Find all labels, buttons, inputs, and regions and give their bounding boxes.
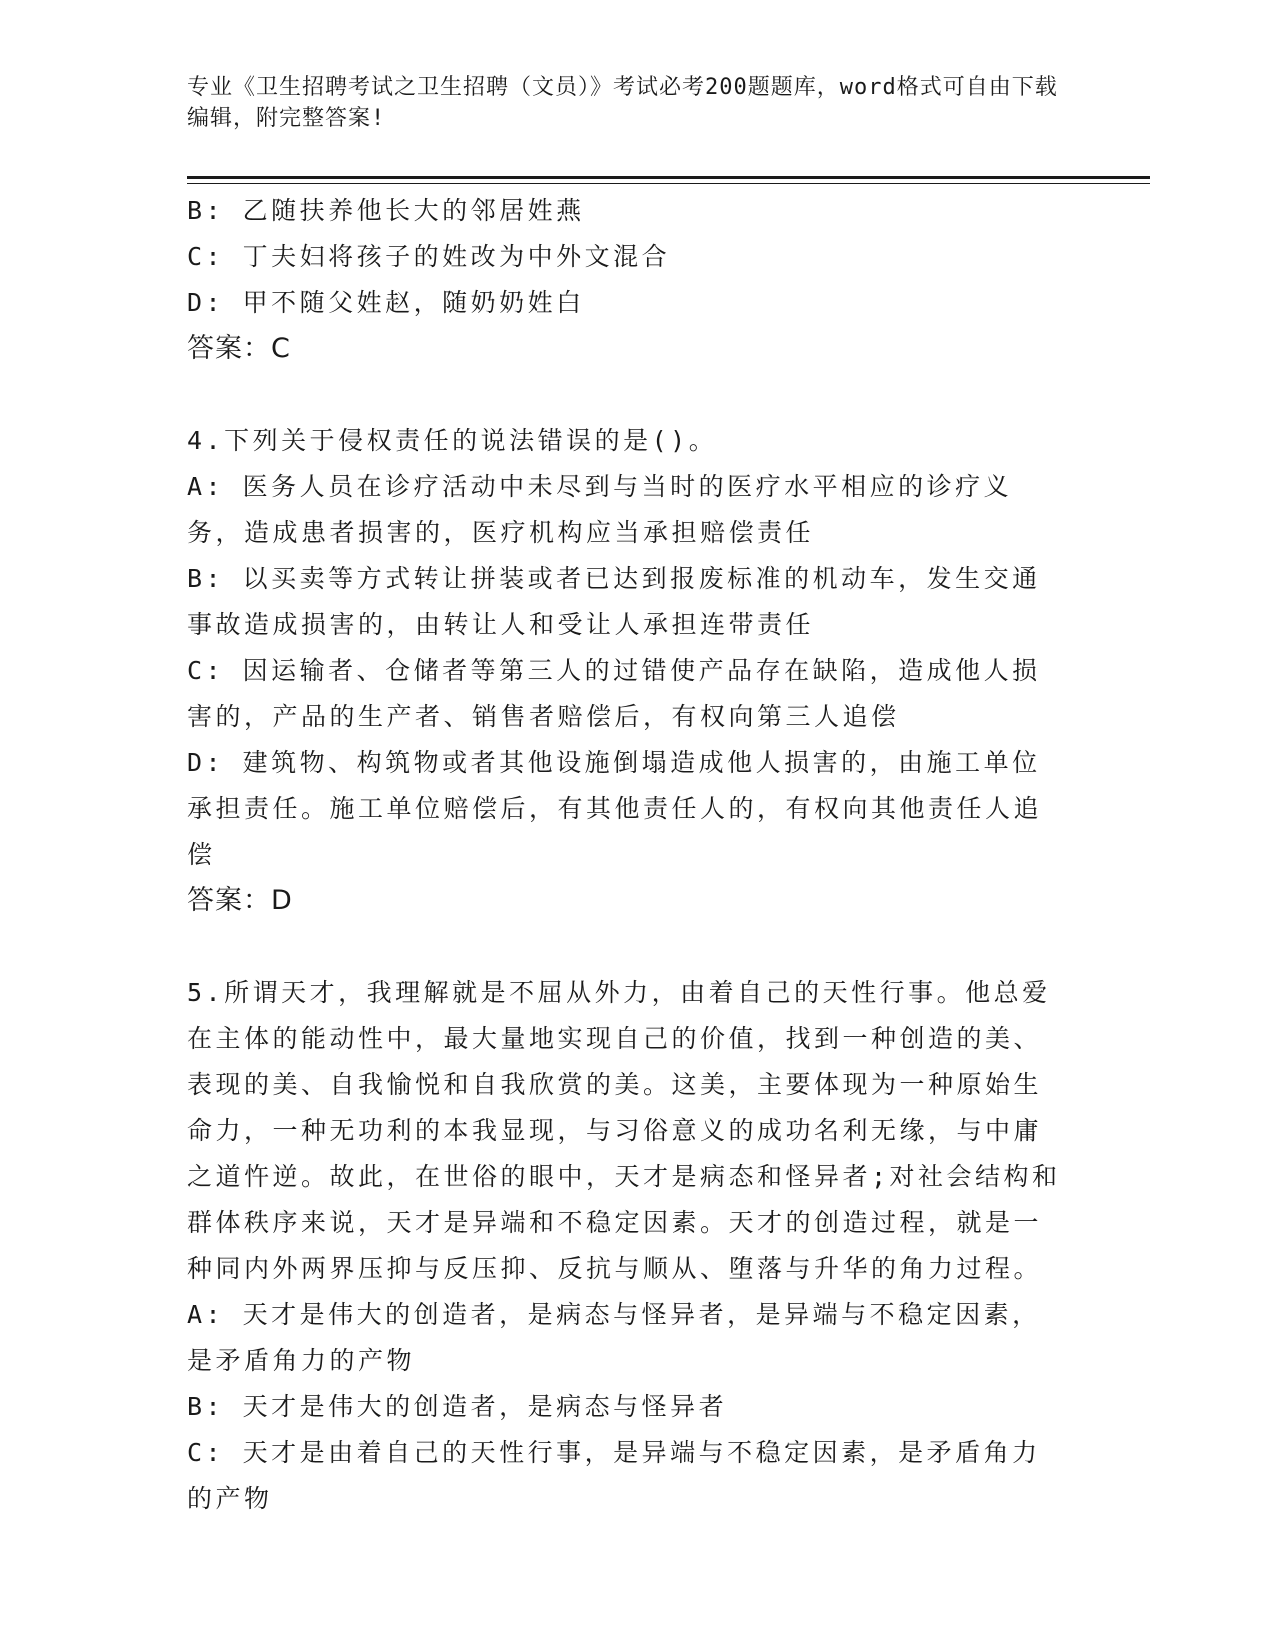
option-d: D: 甲不随父姓赵，随奶奶姓白 — [187, 288, 585, 317]
spacer — [187, 372, 1067, 418]
option-c: C: 因运输者、仓储者等第三人的过错使产品存在缺陷，造成他人损害的，产品的生产者、销售者赔偿后，有权向第三人追偿 — [187, 656, 1041, 731]
spacer — [187, 924, 1067, 970]
option-b: B: 以买卖等方式转让拼装或者已达到报废标准的机动车，发生交通事故造成损害的，由转让人和受让人承担连带责任 — [187, 564, 1041, 639]
option-c: C: 天才是由着自己的天性行事，是异端与不稳定因素，是矛盾角力的产物 — [187, 1438, 1041, 1513]
option-a: A: 医务人员在诊疗活动中未尽到与当时的医疗水平相应的诊疗义务，造成患者损害的，医疗机构应当承担赔偿责任 — [187, 472, 1013, 547]
header-divider-thin — [187, 183, 1150, 184]
question-5-block — [187, 970, 1067, 1522]
option-b: B: 乙随扶养他长大的邻居姓燕 — [187, 196, 585, 225]
question-text: 4.下列关于侵权责任的说法错误的是()。 — [187, 426, 718, 455]
option-b: B: 天才是伟大的创造者，是病态与怪异者 — [187, 1392, 728, 1421]
answer-label: 答案：D — [187, 885, 293, 916]
option-d: D: 建筑物、构筑物或者其他设施倒塌造成他人损害的，由施工单位承担责任。施工单位赔偿后，有其他责任人的，有权向其他责任人追偿 — [187, 748, 1043, 869]
question-4-block — [187, 418, 1067, 924]
question-content — [187, 188, 1067, 1522]
document-title: 专业《卫生招聘考试之卫生招聘（文员）》考试必考200题题库，word格式可自由下载编辑，附完整答案! — [187, 75, 1058, 131]
document-header — [187, 72, 1067, 134]
question-3-block — [187, 188, 1067, 372]
option-c: C: 丁夫妇将孩子的姓改为中外文混合 — [187, 242, 671, 271]
header-divider-thick — [187, 176, 1150, 179]
answer-label: 答案：C — [187, 333, 291, 364]
question-text: 5.所谓天才，我理解就是不屈从外力，由着自己的天性行事。他总爱在主体的能动性中，最大量地实现自己的价值，找到一种创造的美、表现的美、自我愉悦和自我欣赏的美。这美，主要体现为一种原始生命力，一种无功利的本我显现，与习俗意义的成功名利无缘，与中庸之道忤逆。故此，在世俗的眼中，天才是病态和怪异者;对社会结构和群体秩序来说，天才是异端和不稳定因素。天才的创造过程，就是一种同内外两界压抑与反压抑、反抗与顺从、堕落与升华的角力过程。 — [187, 978, 1061, 1283]
option-a: A: 天才是伟大的创造者，是病态与怪异者，是异端与不稳定因素，是矛盾角力的产物 — [187, 1300, 1041, 1375]
